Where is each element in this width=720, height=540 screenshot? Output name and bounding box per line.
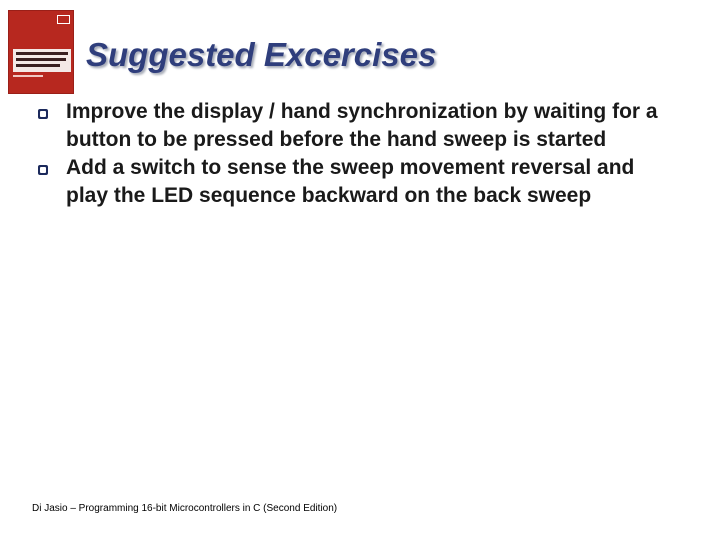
cover-author-strip bbox=[13, 75, 43, 77]
book-cover-image bbox=[8, 10, 74, 94]
bullet-list bbox=[38, 98, 678, 210]
bullet-text: Add a switch to sense the sweep movement reversal and play the LED sequence backward on the back sweep bbox=[66, 156, 635, 207]
bullet-item bbox=[38, 98, 678, 154]
square-bullet-icon bbox=[38, 165, 48, 175]
square-bullet-icon bbox=[38, 109, 48, 119]
publisher-logo-icon bbox=[57, 15, 70, 24]
slide-title: Suggested Excercises bbox=[86, 36, 437, 73]
slide-footer: Di Jasio – Programming 16-bit Microcontrollers in C (Second Edition) bbox=[32, 503, 338, 514]
bullet-item bbox=[38, 154, 678, 210]
cover-title-band bbox=[13, 49, 71, 72]
bullet-text: Improve the display / hand synchronization by waiting for a button to be pressed before the hand sweep is started bbox=[66, 100, 658, 151]
